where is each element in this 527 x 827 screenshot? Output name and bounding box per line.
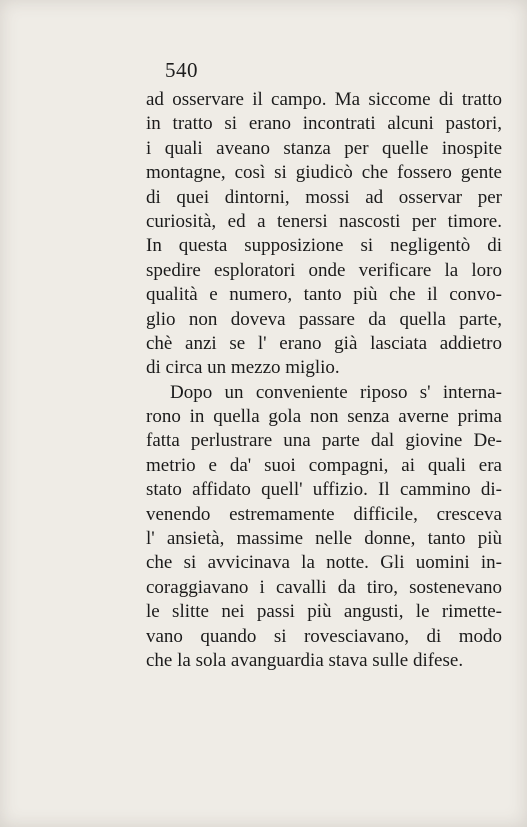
body-text (146, 88, 502, 673)
text-line: fatta perlustrare una parte dal giovine De- (146, 430, 502, 452)
text-line: rono in quella gola non senza averne prima (146, 406, 502, 428)
text-line: qualità e numero, tanto più che il convo- (146, 284, 502, 306)
text-line: chè anzi se l' erano già lasciata addietro (146, 332, 502, 354)
text-line: spedire esploratori onde verificare la loro (146, 259, 502, 281)
text-line: che la sola avanguardia stava sulle difese. (146, 649, 464, 671)
text-line: le slitte nei passi più angusti, le rimette- (146, 601, 502, 623)
text-line: metrio e da' suoi compagni, ai quali era (146, 454, 502, 476)
text-line: Dopo un conveniente riposo s' interna- (170, 381, 502, 403)
text-line: di quei dintorni, mossi ad osservar per (146, 186, 502, 208)
text-line: di circa un mezzo miglio. (146, 357, 340, 379)
text-line: montagne, così si giudicò che fossero gente (146, 162, 502, 184)
text-line: glio non doveva passare da quella parte, (146, 308, 502, 330)
text-line: i quali aveano stanza per quelle inospite (146, 137, 502, 159)
text-line: vano quando si rovesciavano, di modo (146, 625, 502, 647)
text-line: venendo estremamente difficile, cresceva (146, 503, 502, 525)
page-number: 540 (165, 58, 198, 82)
text-line: l' ansietà, massime nelle donne, tanto più (146, 528, 502, 550)
text-line: ad osservare il campo. Ma siccome di tratto (146, 89, 502, 110)
text-line: stato affidato quell' uffizio. Il cammino di- (146, 479, 502, 501)
text-line: coraggiavano i cavalli da tiro, sostenevano (146, 576, 502, 598)
text-line: che si avvicinava la notte. Gli uomini in- (146, 552, 502, 574)
text-line: In questa supposizione si negligentò di (146, 235, 502, 257)
text-line: curiosità, ed a tenersi nascosti per timore. (146, 210, 502, 232)
text-line: in tratto si erano incontrati alcuni pastori, (146, 113, 502, 135)
